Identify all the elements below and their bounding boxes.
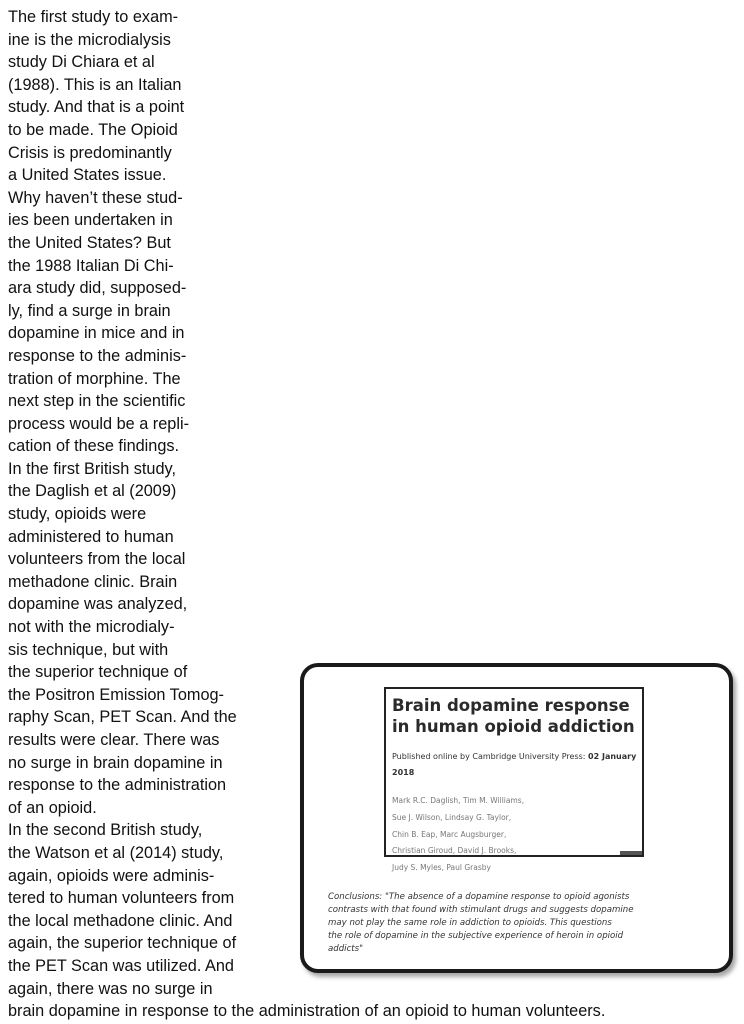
body-text-line: to be made. The Opioid xyxy=(8,120,178,139)
body-text-line: dopamine in mice and in xyxy=(8,324,185,343)
study-figure-frame xyxy=(300,663,733,973)
body-text-line: ly, find a surge in brain xyxy=(8,301,171,320)
body-text-line: not with the microdialy- xyxy=(8,618,175,637)
author-line: Christian Giroud, David J. Brooks, xyxy=(392,846,517,856)
conclusions-text: "The absence of a dopamine response to opioid agonists xyxy=(384,892,630,902)
body-text-line: The first study to exam- xyxy=(8,8,179,26)
body-text-line: the United States? But xyxy=(8,233,171,252)
body-text-line: tration of morphine. The xyxy=(8,369,181,388)
body-text-line: next step in the scientific xyxy=(8,392,186,411)
body-text-line: methadone clinic. Brain xyxy=(8,572,178,591)
conclusions-line xyxy=(328,891,708,904)
body-text-line: Crisis is predominantly xyxy=(8,143,172,162)
conclusions-line: addicts" xyxy=(328,944,364,954)
card-corner-mark xyxy=(620,851,642,855)
body-text-line: sis technique, but with xyxy=(8,640,169,659)
author-line: Sue J. Wilson, Lindsay G. Taylor, xyxy=(392,812,512,822)
body-text-line: the 1988 Italian Di Chi- xyxy=(8,256,174,275)
conclusions-quote xyxy=(328,891,708,956)
paper-title: Brain dopamine response in human opioid addiction xyxy=(392,696,635,736)
conclusions-label: Conclusions: xyxy=(328,892,383,902)
body-text-line: study. And that is a point xyxy=(8,98,185,117)
body-text-line: a United States issue. xyxy=(8,166,167,185)
conclusions-line: may not play the same role in addiction to opioids. This questions xyxy=(328,918,612,928)
body-text-line: In the second British study, xyxy=(8,821,203,840)
body-text-line: brain dopamine in response to the administration of an opioid to human volunteers. xyxy=(8,1002,606,1021)
body-text-line: of an opioid. xyxy=(8,798,97,817)
published-label: Published online by Cambridge University Press: xyxy=(392,752,586,761)
body-text-line: raphy Scan, PET Scan. And the xyxy=(8,708,237,727)
body-text-line: results were clear. There was xyxy=(8,731,220,749)
body-text-line: response to the administration xyxy=(8,776,227,795)
body-text-line: volunteers from the local xyxy=(8,550,186,569)
body-text-line: process would be a repli- xyxy=(8,414,189,433)
body-text-line: dopamine was analyzed, xyxy=(8,595,188,614)
body-text-line: study, opioids were xyxy=(8,505,147,524)
body-text-line: In the first British study, xyxy=(8,459,176,478)
publication-info xyxy=(392,749,638,781)
body-text-line: ine is the microdialysis xyxy=(8,30,171,49)
body-text-line: (1988). This is an Italian xyxy=(8,75,182,94)
body-text-line: cation of these findings. xyxy=(8,437,180,456)
body-text-line: Why haven’t these stud- xyxy=(8,188,183,207)
author-line: Judy S. Myles, Paul Grasby xyxy=(392,863,491,873)
body-text-line: again, opioids were adminis- xyxy=(8,866,215,885)
body-text-line: administered to human xyxy=(8,527,174,546)
body-text-line: ies been undertaken in xyxy=(8,211,173,230)
body-text-line: the Watson et al (2014) study, xyxy=(8,843,224,862)
body-text-line: again, there was no surge in xyxy=(8,979,213,998)
body-text-line: the local methadone clinic. And xyxy=(8,911,233,930)
author-list xyxy=(392,793,524,877)
body-text-line: ara study did, supposed- xyxy=(8,279,187,298)
body-text-line: the Positron Emission Tomog- xyxy=(8,685,224,704)
author-line: Mark R.C. Daglish, Tim M. Williams, xyxy=(392,796,525,805)
body-text-line: tered to human volunteers from xyxy=(8,889,235,908)
conclusions-line: the role of dopamine in the subjective experience of heroin in opioid xyxy=(328,931,624,941)
body-text-line: the PET Scan was utilized. And xyxy=(8,956,234,975)
body-text-line: the superior technique of xyxy=(8,663,188,682)
conclusions-line: contrasts with that found with stimulant drugs and suggests dopamine xyxy=(328,905,634,915)
body-text-line: the Daglish et al (2009) xyxy=(8,482,177,501)
body-text-line: no surge in brain dopamine in xyxy=(8,753,223,772)
body-text-line: study Di Chiara et al xyxy=(8,53,155,72)
body-text-line: again, the superior technique of xyxy=(8,934,237,953)
author-line: Chin B. Eap, Marc Augsburger, xyxy=(392,829,507,839)
paper-title-card xyxy=(384,687,644,873)
published-date: 02 January 2018 xyxy=(392,752,637,777)
body-text-line: response to the adminis- xyxy=(8,346,187,365)
